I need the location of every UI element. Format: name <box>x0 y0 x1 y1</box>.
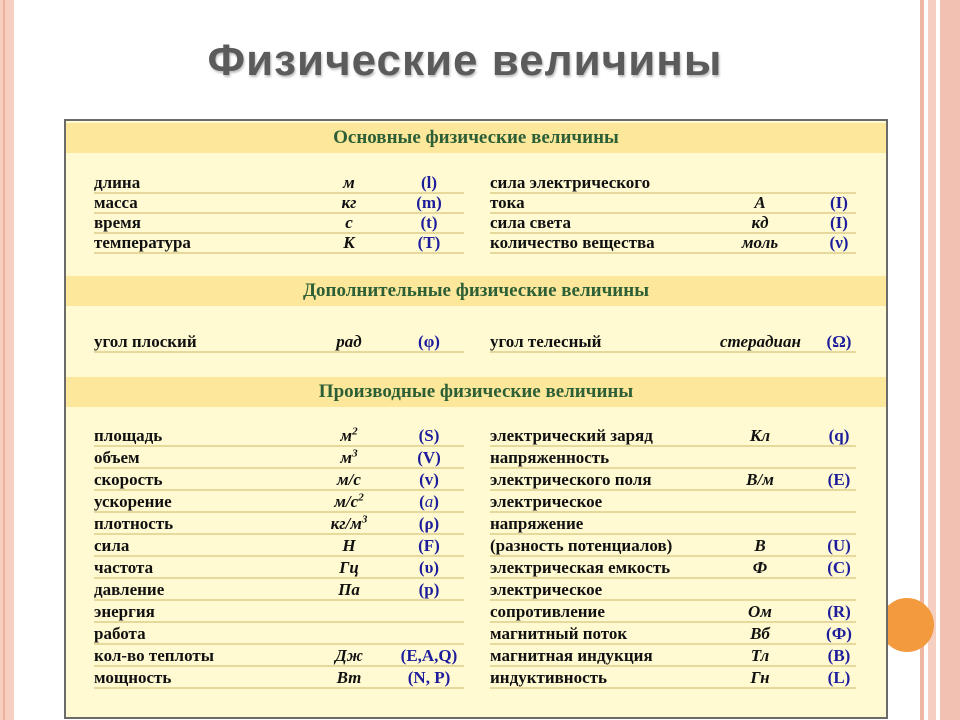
quantity-symbol: (E) <box>827 470 851 489</box>
unit-label: Ф <box>752 558 768 577</box>
unit-label: Гн <box>750 668 770 687</box>
slide-title: Физические величины <box>207 36 723 85</box>
quantity-symbol: (T) <box>417 233 441 252</box>
quantity-symbol: (B) <box>827 646 851 665</box>
quantity-name: количество вещества <box>490 233 655 252</box>
quantity-name: сила света <box>490 213 571 232</box>
quantity-name: магнитный поток <box>490 624 628 643</box>
unit-label: м/с <box>337 470 361 489</box>
quantity-name: электрическая емкость <box>490 558 671 577</box>
quantity-symbol: (C) <box>827 558 851 577</box>
quantity-symbol: (S) <box>418 426 440 445</box>
quantity-symbol: (v) <box>419 470 439 489</box>
quantity-symbol: (a) <box>419 492 439 511</box>
quantity-name: энергия <box>94 602 155 621</box>
quantity-name: кол-во теплоты <box>94 646 214 665</box>
quantity-name: сопротивление <box>490 602 605 621</box>
quantity-name: электрический заряд <box>490 426 653 445</box>
quantity-symbol: (t) <box>420 213 438 232</box>
unit-label: $м/с^2$ <box>334 491 364 511</box>
unit-label: Дж <box>335 646 363 665</box>
unit-label: $кг/м^3$ <box>330 513 368 533</box>
quantity-name: масса <box>94 193 138 212</box>
quantities-table <box>64 119 888 719</box>
unit-label: стерадиан <box>720 332 801 351</box>
quantity-symbol: (Ф) <box>826 624 852 643</box>
unit-label: кг <box>341 193 357 212</box>
quantity-symbol: (L) <box>827 668 851 687</box>
quantity-name: частота <box>94 558 154 577</box>
unit-label: рад <box>336 332 362 351</box>
unit-label: В <box>754 536 766 555</box>
quantity-name: объем <box>94 448 140 467</box>
quantity-name: сила <box>94 536 130 555</box>
quantity-name: температура <box>94 233 191 252</box>
quantity-name: угол плоский <box>94 332 197 351</box>
quantity-name: длина <box>94 173 141 192</box>
quantity-name: электрическое <box>490 492 603 511</box>
row-divider <box>94 643 464 645</box>
unit-label: Кл <box>749 426 771 445</box>
quantity-name: индуктивность <box>490 668 607 687</box>
unit-label: Вб <box>750 624 770 643</box>
quantity-symbol: (Ω) <box>826 332 852 351</box>
unit-label: Па <box>338 580 360 599</box>
quantity-symbol: (φ) <box>418 332 440 351</box>
quantity-symbol: (ρ) <box>418 514 440 533</box>
quantity-name: сила электрического <box>490 173 651 192</box>
quantity-symbol: (p) <box>418 580 440 599</box>
unit-label: кд <box>751 213 769 232</box>
quantity-symbol: (R) <box>827 602 851 621</box>
unit-label: м <box>343 173 355 192</box>
unit-label: Ом <box>748 602 772 621</box>
quantity-name: скорость <box>94 470 163 489</box>
quantity-symbol: (E,A,Q) <box>400 646 458 665</box>
unit-label: моль <box>741 233 779 252</box>
unit-label: $м^2$ <box>340 425 358 445</box>
unit-label: с <box>345 213 353 232</box>
quantity-name: давление <box>94 580 165 599</box>
section-heading: Основные физические величины <box>66 123 886 153</box>
quantity-symbol: (q) <box>828 426 850 445</box>
unit-label: $м^3$ <box>340 447 358 467</box>
unit-label: А <box>754 193 766 212</box>
quantity-symbol: (υ) <box>418 558 440 577</box>
left-border-line <box>3 0 5 720</box>
quantity-symbol: (U) <box>827 536 851 555</box>
quantity-name: напряженность <box>490 448 610 467</box>
quantity-name: магнитная индукция <box>490 646 653 665</box>
unit-label: Гц <box>339 558 359 577</box>
quantity-name: (разность потенциалов) <box>490 536 673 555</box>
quantity-name: ускорение <box>94 492 172 511</box>
quantity-symbol: (l) <box>420 173 438 192</box>
quantity-name: электрического поля <box>490 470 652 489</box>
quantity-name: мощность <box>94 668 172 687</box>
unit-label: Тл <box>750 646 770 665</box>
quantity-name: электрическое <box>490 580 603 599</box>
quantity-symbol: (F) <box>418 536 440 555</box>
slide-decoration-circle <box>880 598 934 652</box>
quantity-name: плотность <box>94 514 174 533</box>
quantity-symbol: (ν) <box>829 233 849 252</box>
quantity-symbol: (I) <box>830 213 848 232</box>
unit-label: В/м <box>746 470 774 489</box>
section-heading: Дополнительные физические величины <box>66 276 886 306</box>
quantity-name: напряжение <box>490 514 584 533</box>
unit-label: К <box>343 233 355 252</box>
quantity-name: угол телесный <box>490 332 602 351</box>
quantity-symbol: (I) <box>830 193 848 212</box>
section-heading: Производные физические величины <box>66 377 886 407</box>
unit-label: Вт <box>336 668 362 687</box>
quantity-symbol: (N, P) <box>407 668 451 687</box>
unit-label: Н <box>342 536 356 555</box>
quantity-name: тока <box>490 193 525 212</box>
right-border-stripe <box>940 0 960 720</box>
quantity-symbol: (m) <box>416 193 442 212</box>
quantity-symbol: (V) <box>417 448 441 467</box>
quantity-name: работа <box>94 624 146 643</box>
quantity-name: время <box>94 213 141 232</box>
quantity-name: площадь <box>94 426 163 445</box>
